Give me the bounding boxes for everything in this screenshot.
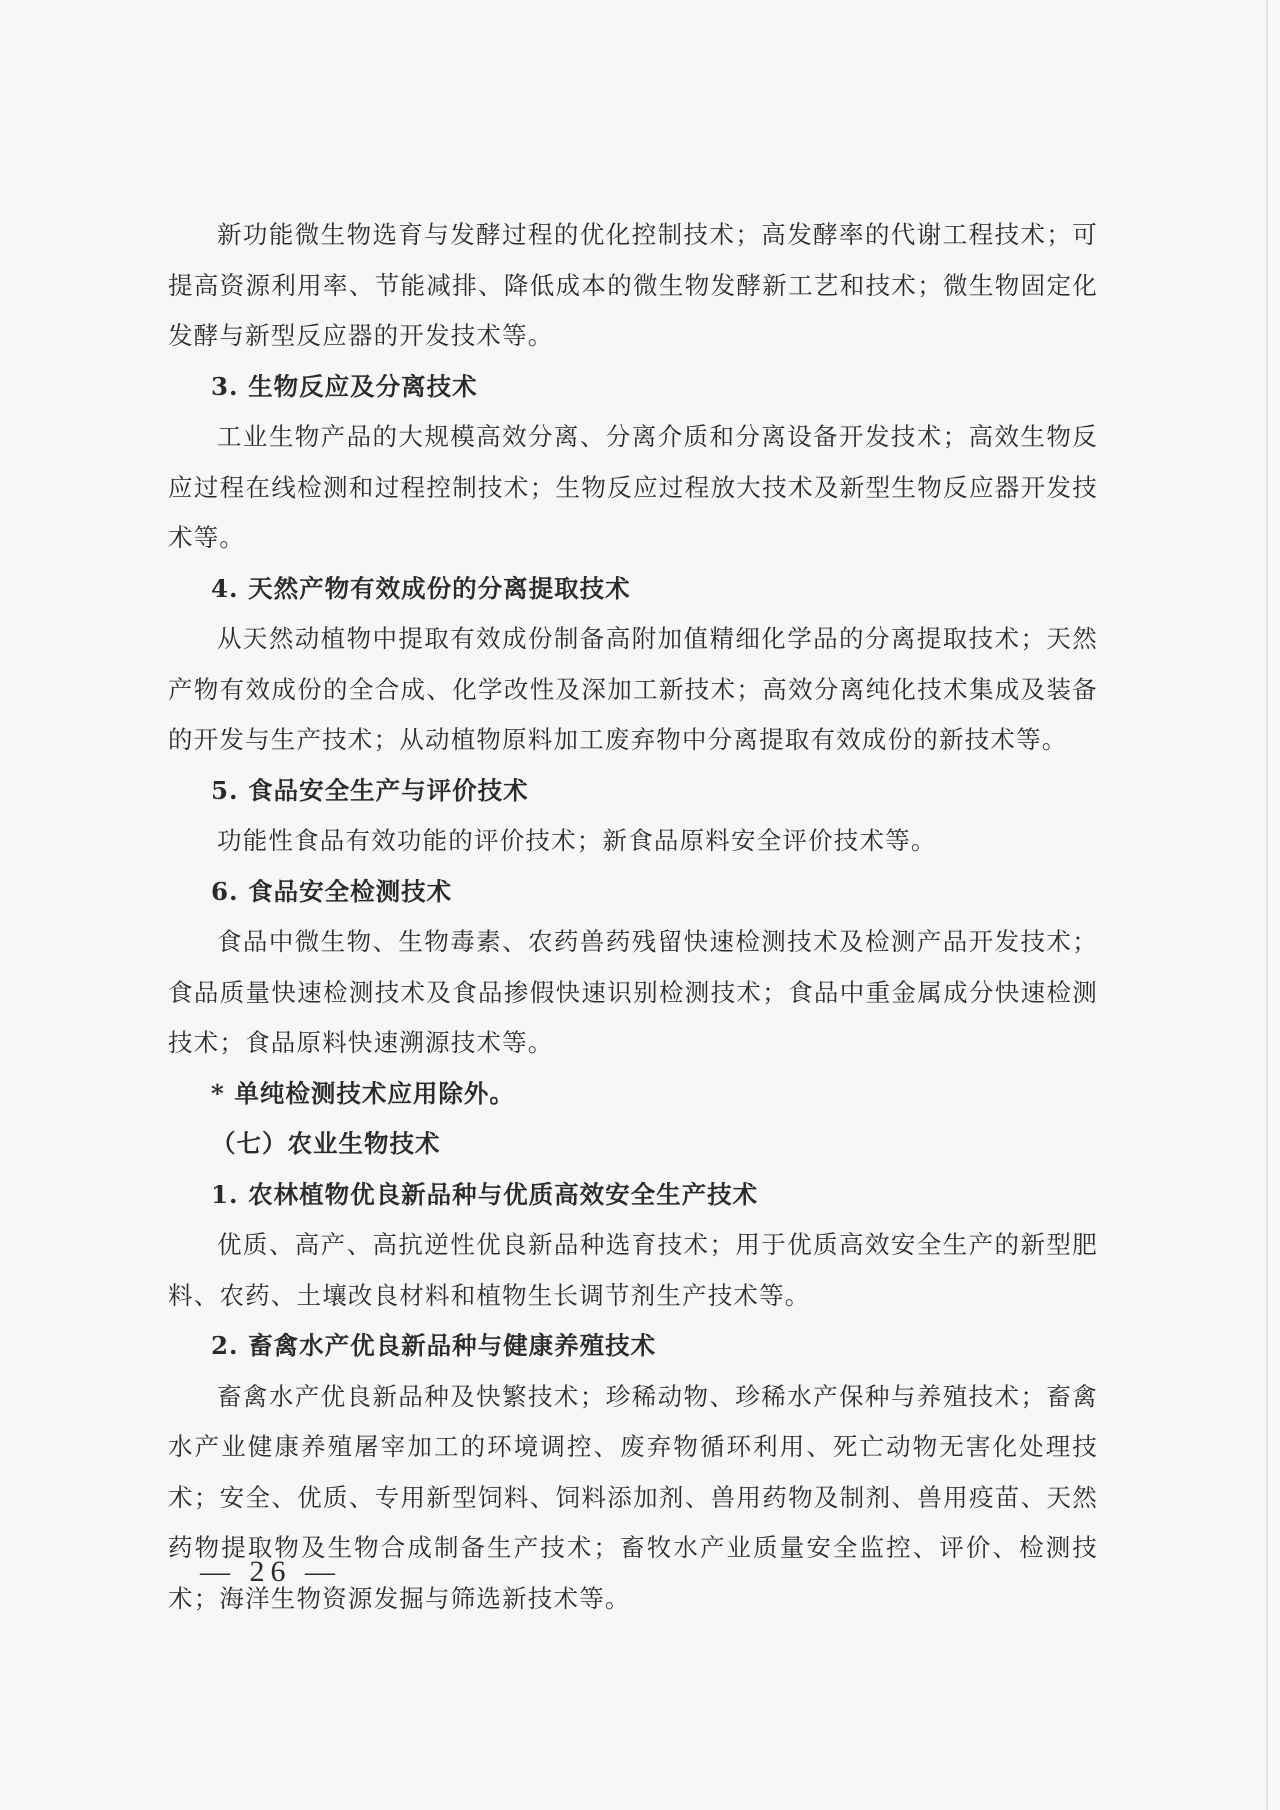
- heading-food-safety-detection: 6. 食品安全检测技术: [211, 876, 453, 906]
- paragraph-bioreaction-separation: 工业生物产品的大规模高效分离、分离介质和分离设备开发技术；高效生物反应过程在线检测和过程控制技术；生物反应过程放大技术及新型生物反应器开发技术等。: [168, 422, 1098, 552]
- paragraph-natural-products: 从天然动植物中提取有效成份制备高附加值精细化学品的分离提取技术；天然产物有效成份的全合成、化学改性及深加工新技术；高效分离纯化技术集成及装备的开发与生产技术；从动植物原料加工废弃物中分离提取有效成份的新技术等。: [168, 624, 1098, 754]
- paragraph-livestock-aquaculture: 畜禽水产优良新品种及快繁技术；珍稀动物、珍稀水产保种与养殖技术；畜禽水产业健康养殖屠宰加工的环境调控、废弃物循环利用、死亡动物无害化处理技术；安全、优质、专用新型饲料、饲料添加剂、兽用药物及制剂、兽用疫苗、天然药物提取物及生物合成制备生产技术；畜牧水产业质量安全监控、评价、检测技术；海洋生物资源发掘与筛选新技术等。: [168, 1381, 1098, 1613]
- paragraph-fermentation: 新功能微生物选育与发酵过程的优化控制技术；高发酵率的代谢工程技术；可提高资源利用率、节能减排、降低成本的微生物发酵新工艺和技术；微生物固定化发酵与新型反应器的开发技术等。: [168, 220, 1098, 350]
- heading-plant-varieties: 1. 农林植物优良新品种与优质高效安全生产技术: [211, 1179, 759, 1209]
- document-body: [168, 210, 1098, 1624]
- heading-natural-products: 4. 天然产物有效成份的分离提取技术: [211, 573, 631, 603]
- heading-livestock-aquaculture: 2. 畜禽水产优良新品种与健康养殖技术: [211, 1331, 657, 1360]
- page-edge-shadow: [1266, 0, 1268, 1810]
- note-detection-exclusion: * 单纯检测技术应用除外。: [211, 1078, 515, 1108]
- heading-bioreaction-separation: 3. 生物反应及分离技术: [211, 371, 478, 401]
- section-heading-agricultural-biotech: （七）农业生物技术: [211, 1129, 441, 1158]
- heading-food-safety-production: 5. 食品安全生产与评价技术: [211, 775, 529, 805]
- page-number: — 26 —: [200, 1555, 341, 1588]
- paragraph-food-safety-production: 功能性食品有效功能的评价技术；新食品原料安全评价技术等。: [217, 826, 937, 855]
- paragraph-food-safety-detection: 食品中微生物、生物毒素、农药兽药残留快速检测技术及检测产品开发技术；食品质量快速检测技术及食品掺假快速识别检测技术；食品中重金属成分快速检测技术；食品原料快速溯源技术等。: [168, 927, 1098, 1057]
- paragraph-plant-varieties: 优质、高产、高抗逆性优良新品种选育技术；用于优质高效安全生产的新型肥料、农药、土壤改良材料和植物生长调节剂生产技术等。: [168, 1230, 1098, 1310]
